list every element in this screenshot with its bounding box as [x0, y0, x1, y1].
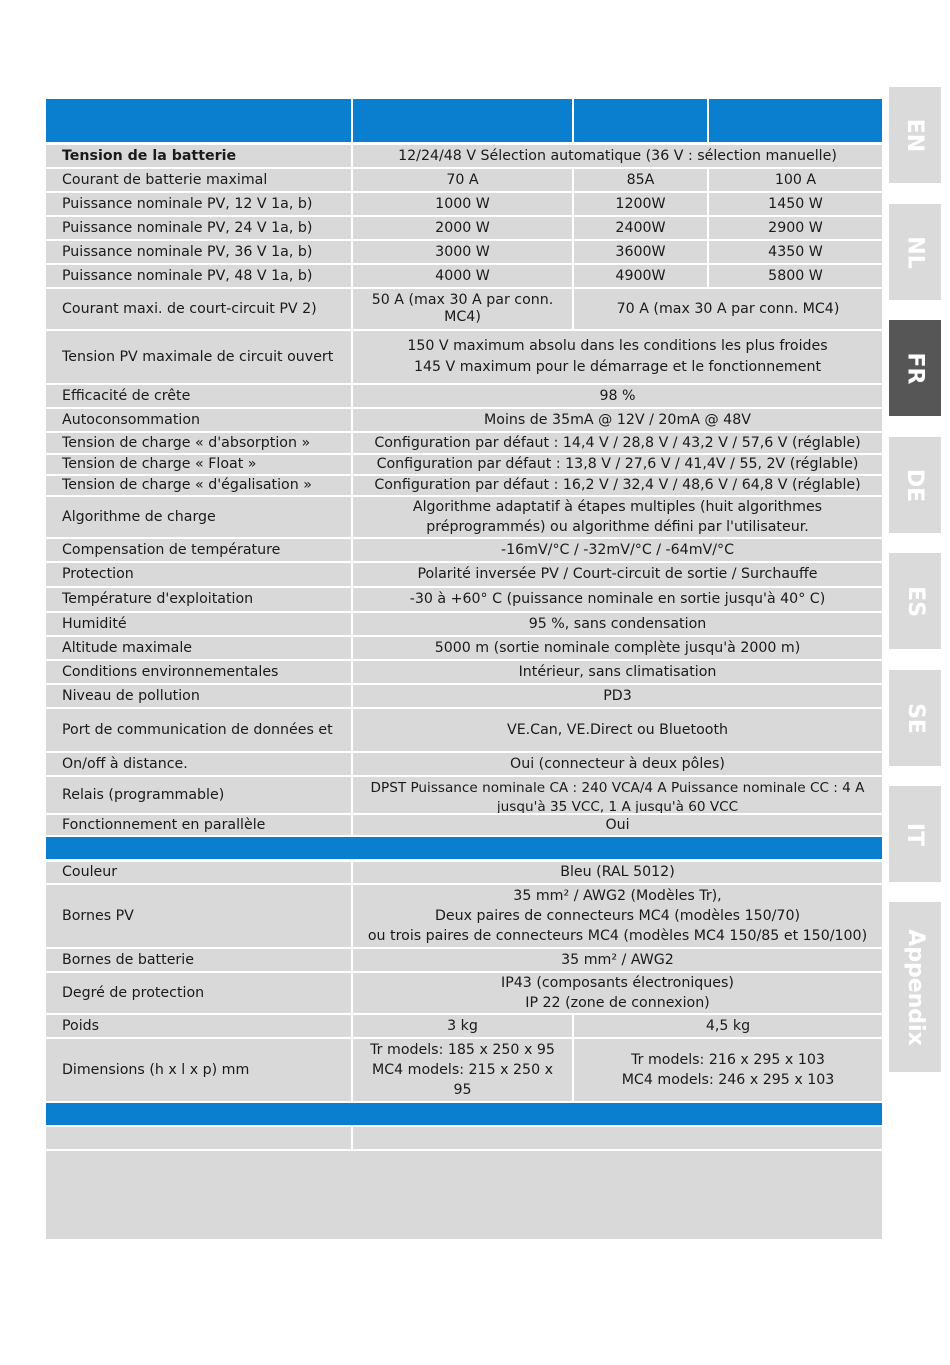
row-value: 2400W [574, 217, 707, 239]
row-label: Conditions environnementales [46, 661, 351, 683]
row-value: 3600W [574, 241, 707, 263]
tab-en[interactable] [889, 87, 941, 183]
row-label: Compensation de température [46, 539, 351, 561]
row-value: Configuration par défaut : 13,8 V / 27,6 V / 41,4V / 55, 2V (réglable) [353, 455, 882, 474]
section-band-fill [46, 837, 882, 859]
row-label: Autoconsommation [46, 409, 351, 431]
row-label: Puissance nominale PV, 48 V 1a, b) [46, 265, 351, 287]
table-row [46, 497, 882, 537]
row-value: Bleu (RAL 5012) [353, 862, 882, 883]
row-label: On/off à distance. [46, 753, 351, 775]
row-value: 98 % [353, 385, 882, 407]
table-row [46, 685, 882, 707]
row-value [353, 331, 882, 383]
table-row [46, 289, 882, 329]
row-label: Degré de protection [46, 973, 351, 1013]
table-row [46, 613, 882, 635]
row-value: 4900W [574, 265, 707, 287]
table-row [46, 217, 882, 239]
table-row [46, 331, 882, 383]
row-label: Protection [46, 563, 351, 586]
tab-label: EN [902, 118, 928, 152]
table-row [46, 753, 882, 775]
tab-es[interactable] [889, 553, 941, 649]
row-label: Altitude maximale [46, 637, 351, 659]
row-value: 1200W [574, 193, 707, 215]
table-row [46, 193, 882, 215]
row-value: 85A [574, 169, 707, 191]
row-value: Polarité inversée PV / Court-circuit de sortie / Surchauffe [353, 563, 882, 586]
table-row [46, 709, 882, 751]
row-label: Tension de charge « d'absorption » [46, 433, 351, 453]
table-row [46, 169, 882, 191]
row-value: 12/24/48 V Sélection automatique (36 V : sélection manuelle) [353, 145, 882, 167]
row-label: Tension PV maximale de circuit ouvert [46, 331, 351, 383]
table-row [46, 815, 882, 835]
row-label: Relais (programmable) [46, 777, 351, 813]
row-value: 5000 m (sortie nominale complète jusqu'à 2000 m) [353, 637, 882, 659]
notes-area [46, 1151, 882, 1239]
table-row [46, 409, 882, 431]
table-row [46, 539, 882, 561]
table-row [46, 563, 882, 586]
row-value [353, 777, 882, 813]
row-label: Tension de charge « d'égalisation » [46, 476, 351, 495]
table-row [46, 455, 882, 474]
tab-it[interactable] [889, 786, 941, 882]
header-band [46, 99, 882, 142]
row-label: Puissance nominale PV, 36 V 1a, b) [46, 241, 351, 263]
row-value: 50 A (max 30 A par conn. MC4) [353, 289, 572, 329]
row-label: Puissance nominale PV, 24 V 1a, b) [46, 217, 351, 239]
row-value: 1000 W [353, 193, 572, 215]
row-label: Poids [46, 1015, 351, 1037]
row-value [353, 885, 882, 947]
row-label: Humidité [46, 613, 351, 635]
table-row [46, 588, 882, 611]
table-row [46, 385, 882, 407]
row-label: Courant de batterie maximal [46, 169, 351, 191]
tab-label: SE [902, 702, 928, 734]
value-line: Algorithme adaptatif à étapes multiples (huit algorithmes [412, 499, 823, 515]
row-value: 3 kg [353, 1015, 572, 1037]
header-cell [709, 99, 882, 142]
tab-label: IT [902, 822, 928, 846]
value-line: jusqu'à 35 VCC, 1 A jusqu'à 60 VCC [496, 799, 739, 813]
row-label: Tension de la batterie [46, 145, 351, 167]
tab-fr[interactable] [889, 320, 941, 416]
value-line: MC4 models: 246 x 295 x 103 [621, 1072, 835, 1088]
tab-label: DE [902, 468, 928, 502]
value-line: DPST Puissance nominale CA : 240 VCA/4 A Puissance nominale CC : 4 A [370, 780, 865, 796]
row-value [574, 1039, 882, 1101]
row-label: Fonctionnement en parallèle [46, 815, 351, 835]
row-value: 5800 W [709, 265, 882, 287]
value-line: Deux paires de connecteurs MC4 (modèles 150/70) [434, 908, 801, 924]
notes-fill [46, 1151, 882, 1239]
row-value [353, 497, 882, 537]
row-label: Dimensions (h x l x p) mm [46, 1039, 351, 1101]
row-value: 3000 W [353, 241, 572, 263]
tab-appendix[interactable] [889, 902, 941, 1072]
row-label: Niveau de pollution [46, 685, 351, 707]
row-value: Oui [353, 815, 882, 835]
language-tabs [889, 0, 941, 1365]
value-line: 35 mm² / AWG2 (Modèles Tr), [513, 888, 722, 904]
table-row [46, 265, 882, 287]
row-value: PD3 [353, 685, 882, 707]
row-value: Configuration par défaut : 16,2 V / 32,4 V / 48,6 V / 64,8 V (réglable) [353, 476, 882, 495]
row-value: 4000 W [353, 265, 572, 287]
value-line: IP 22 (zone de connexion) [525, 995, 710, 1011]
row-value: 4,5 kg [574, 1015, 882, 1037]
row-value: Configuration par défaut : 14,4 V / 28,8 V / 43,2 V / 57,6 V (réglable) [353, 433, 882, 453]
table-row [46, 862, 882, 883]
row-label: Algorithme de charge [46, 497, 351, 537]
table-row [46, 885, 882, 947]
tab-de[interactable] [889, 437, 941, 533]
row-value: Oui (connecteur à deux pôles) [353, 753, 882, 775]
value-line: ou trois paires de connecteurs MC4 (modèles MC4 150/85 et 150/100) [367, 928, 868, 944]
row-value: -16mV/°C / -32mV/°C / -64mV/°C [353, 539, 882, 561]
spec-table [46, 99, 882, 1241]
value-line: 145 V maximum pour le démarrage et le fonctionnement [413, 359, 822, 375]
table-row [46, 661, 882, 683]
table-row [46, 241, 882, 263]
table-row [46, 1127, 882, 1149]
table-row [46, 973, 882, 1013]
table-row [46, 637, 882, 659]
section-band [46, 837, 882, 859]
value-line: préprogrammés) ou algorithme défini par l'utilisateur. [426, 519, 809, 535]
row-value: 2000 W [353, 217, 572, 239]
section-band-fill [46, 1103, 882, 1125]
row-label: Température d'exploitation [46, 588, 351, 611]
value-line: Tr models: 216 x 295 x 103 [631, 1052, 825, 1068]
row-value: 4350 W [709, 241, 882, 263]
tab-label: Appendix [902, 928, 928, 1046]
tab-label: ES [902, 585, 928, 617]
row-value: 70 A [353, 169, 572, 191]
row-label: Bornes PV [46, 885, 351, 947]
tab-nl[interactable] [889, 204, 941, 300]
row-value: Tr models: 185 x 250 x 95 MC4 models: 215 x 250 x 95 [353, 1039, 572, 1101]
row-value: VE.Can, VE.Direct ou Bluetooth [353, 709, 882, 751]
table-row [46, 1015, 882, 1037]
row-label: Efficacité de crête [46, 385, 351, 407]
value-line: IP43 (composants électroniques) [501, 975, 734, 991]
tab-label: NL [902, 235, 928, 269]
row-label: Port de communication de données et [46, 709, 351, 751]
row-value: 95 %, sans condensation [353, 613, 882, 635]
row-value: 100 A [709, 169, 882, 191]
table-row [46, 476, 882, 495]
row-label: Bornes de batterie [46, 949, 351, 971]
tab-se[interactable] [889, 670, 941, 766]
row-label [46, 1127, 351, 1149]
row-value: -30 à +60° C (puissance nominale en sortie jusqu'à 40° C) [353, 588, 882, 611]
row-label: Tension de charge « Float » [46, 455, 351, 474]
row-label: Courant maxi. de court-circuit PV 2) [46, 289, 351, 329]
row-value: 70 A (max 30 A par conn. MC4) [574, 289, 882, 329]
table-row [46, 777, 882, 813]
row-label: Couleur [46, 862, 351, 883]
header-cell [353, 99, 572, 142]
row-value [353, 1127, 882, 1149]
table-row [46, 949, 882, 971]
row-value: 2900 W [709, 217, 882, 239]
row-label: Puissance nominale PV, 12 V 1a, b) [46, 193, 351, 215]
header-cell [574, 99, 707, 142]
table-row [46, 1039, 882, 1101]
row-value [353, 973, 882, 1013]
row-value: 35 mm² / AWG2 [353, 949, 882, 971]
table-row [46, 433, 882, 453]
row-value: Moins de 35mA @ 12V / 20mA @ 48V [353, 409, 882, 431]
row-value: 1450 W [709, 193, 882, 215]
header-cell [46, 99, 351, 142]
row-value: Intérieur, sans climatisation [353, 661, 882, 683]
value-line: 150 V maximum absolu dans les conditions les plus froides [407, 338, 828, 354]
section-band [46, 1103, 882, 1125]
table-row [46, 145, 882, 167]
tab-label: FR [902, 352, 928, 384]
